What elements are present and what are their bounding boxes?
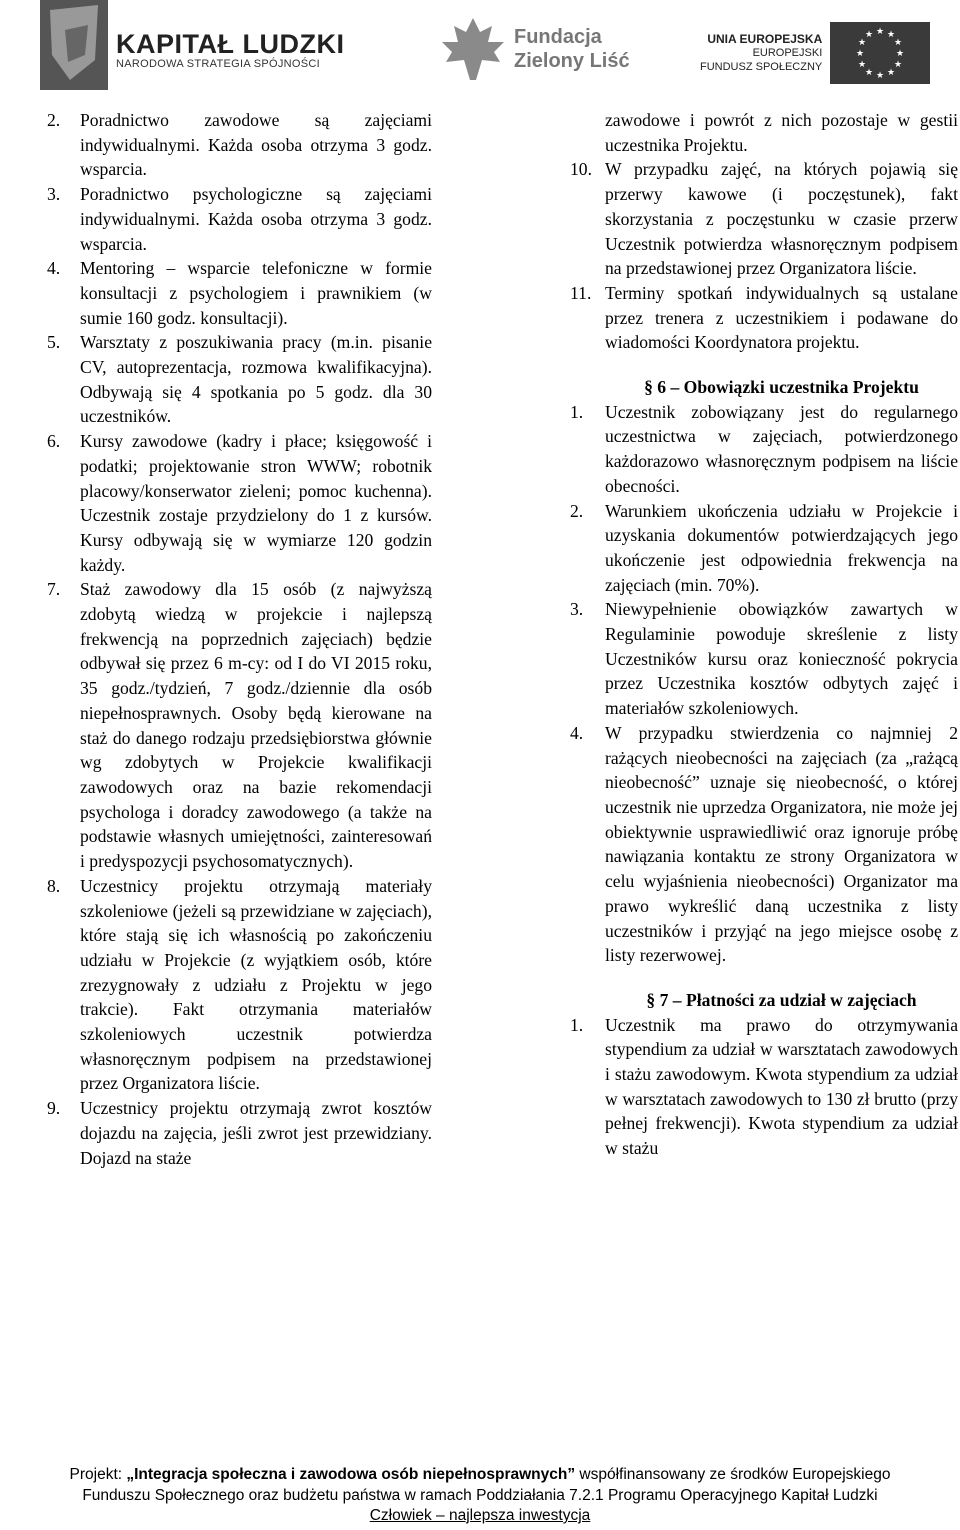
- item-text: Poradnictwo psychologiczne są zajęciami indywidualnymi. Każda osoba otrzyma 3 godz. wsparcia.: [80, 184, 432, 254]
- eu-logo: [700, 22, 930, 84]
- item-number: 2.: [570, 500, 584, 521]
- kapital-ludzki-title: KAPITAŁ LUDZKI: [116, 29, 345, 59]
- kapital-ludzki-emblem-icon: [40, 0, 108, 90]
- ue-line3: FUNDUSZ SPOŁECZNY: [700, 61, 823, 73]
- list-item: [47, 182, 432, 256]
- item-text: Uczestnicy projektu otrzymają materiały szkoleniowe (jeżeli są przewidziane w zajęciach), które stają się ich własnością po zakończeniu udziału w Projekcie (z wyjątkiem osób, które zrezygnowały z udziału z Projektu w jego trakcie). Fakt otrzymania materiałów szkoleniowych uczestnik potwierdza własnoręcznym podpisem na przedstawionej przez Organizatora liście.: [80, 875, 432, 1094]
- list-item: [570, 499, 958, 598]
- item-number: 4.: [570, 722, 584, 743]
- item-text: Poradnictwo zawodowe są zajęciami indywidualnymi. Każda osoba otrzyma 3 godz. wsparcia.: [80, 110, 432, 180]
- svg-text:★: ★: [856, 49, 865, 59]
- zielony-lisc-label: Zielony Liść: [514, 50, 630, 72]
- item-text: Uczestnik zobowiązany jest do regularnego uczestnictwa w zajęciach, potwierdzonego każdorazowo własnoręcznym podpisem na liście obecności.: [605, 401, 958, 496]
- list-item: [47, 108, 432, 182]
- list-item: [570, 597, 958, 721]
- svg-text:★: ★: [894, 60, 903, 70]
- footer-line-1: [0, 1465, 960, 1486]
- footer-project-title: „Integracja społeczna i zawodowa osób niepełnosprawnych”: [126, 1466, 576, 1483]
- list-item: [570, 281, 958, 355]
- item-text: Mentoring – wsparcie telefoniczne w formie konsultacji z psychologiem i prawnikiem (w sumie 160 godz. konsultacji).: [80, 258, 432, 328]
- list-item: [570, 157, 958, 281]
- list-item: [47, 256, 432, 330]
- item-number: 3.: [47, 184, 61, 205]
- svg-text:★: ★: [858, 60, 867, 70]
- continuation-text: zawodowe i powrót z nich pozostaje w gestii uczestnika Projektu.: [605, 110, 958, 155]
- list-item: [570, 400, 958, 499]
- footer-line-2: Funduszu Społecznego oraz budżetu państwa w ramach Poddziałania 7.2.1 Programu Operacyjnego Kapitał Ludzki: [82, 1486, 878, 1504]
- svg-text:★: ★: [876, 71, 885, 81]
- list-item: [47, 874, 432, 1096]
- ue-title: UNIA EUROPEJSKA: [707, 32, 823, 46]
- item-number: 2.: [47, 110, 61, 130]
- item-number: 11.: [570, 282, 592, 303]
- list-item: [570, 721, 958, 968]
- list-item: [47, 577, 432, 873]
- list-item: [47, 1096, 432, 1170]
- footer-slogan: Człowiek – najlepsza inwestycja: [369, 1507, 591, 1524]
- fundacja-label: Fundacja: [514, 26, 602, 48]
- section-6-heading: § 6 – Obowiązki uczestnika Projektu: [644, 377, 919, 398]
- list-item: [47, 429, 432, 577]
- item-number: 8.: [47, 875, 61, 896]
- item-number: 5.: [47, 332, 61, 353]
- item-number: 10.: [570, 159, 592, 180]
- svg-text:★: ★: [887, 30, 896, 40]
- kapital-ludzki-logo: [40, 0, 344, 90]
- item-text: W przypadku zajęć, na których pojawią się przerwy kawowe (i poczęstunek), fakt skorzystania z poczęstunku w czasie przerw Uczestnik potwierdza własnoręcznym podpisem na przedstawionej przez Organizatora liście.: [605, 159, 958, 279]
- eu-flag-icon: [830, 22, 930, 84]
- svg-text:★: ★: [894, 38, 903, 48]
- item-text: Uczestnik ma prawo do otrzymywania stypendium za udział w warsztatach zawodowych i stażu zawodowym. Kwota stypendium za udział w warsztatach zawodowych to 130 zł brutto (przy pełnej frekwencji). Kwota stypendium za udział w stażu: [605, 1014, 958, 1159]
- item-text: Kursy zawodowe (kadry i płace; księgowość i podatki; projektowanie stron WWW; robotnik placowy/konserwator zieleni; pomoc kuchenna). Uczestnik zostaje przydzielony do 1 z kursów. Kursy odbywają się w wymiarze 120 godzin każdy.: [80, 431, 432, 575]
- svg-text:★: ★: [865, 68, 874, 78]
- item-number: 4.: [47, 258, 61, 279]
- svg-text:★: ★: [865, 30, 874, 40]
- item-number: 7.: [47, 579, 61, 600]
- item-number: 3.: [570, 599, 584, 620]
- item-text: Staż zawodowy dla 15 osób (z najwyższą zdobytą wiedzą w projekcie i najlepszą frekwencją na poprzednich zajęciach) będzie odbywał się przez 6 m-cy: od I do VI 2015 roku, 35 godz./tydzień, 7 godz./dziennie dla osób niepełnosprawnych. Osoby będą kierowane na staż do danego rodzaju przedsiębiorstwa głównie wg zdobytych w Projekcie kwalifikacji zawodowych oraz na bazie rekomendacji psychologa i doradcy zawodowego (a także na podstawie własnych umiejętności, zainteresowań i predyspozycji psychosomatycznych).: [80, 579, 432, 872]
- maple-leaf-icon: [440, 18, 506, 80]
- left-column: [47, 108, 432, 1170]
- svg-text:★: ★: [876, 27, 885, 37]
- list-item: [47, 330, 432, 429]
- header-logos: [0, 0, 960, 100]
- svg-text:★: ★: [858, 38, 867, 48]
- list-item: [570, 1013, 958, 1161]
- item-text: W przypadku stwierdzenia co najmniej 2 rażących nieobecności na zajęciach (za „rażącą nieobecność” uznaje się nieobecność, o której uczestnik nie uprzedza Organizatora, nie może jej obiektywnie usprawiedliwić oraz ignoruje próbę nawiązania kontaktu ze strony Organizatora w celu wyjaśnienia nieobecności) Organizator ma prawo wykreślić daną uczestnika z listy uczestników i przyjąć na jego miejsce osobę z listy rezerwowej.: [605, 722, 958, 966]
- item-text: Warsztaty z poszukiwania pracy (m.in. pisanie CV, autoprezentacja, rozmowa kwalifikacyjna). Odbywają się 4 spotkania po 5 godz. dla 30 uczestników.: [80, 332, 432, 427]
- ue-line2: EUROPEJSKI: [752, 47, 823, 59]
- item-text: Terminy spotkań indywidualnych są ustalane przez trenera z uczestnikiem i podawane do wiadomości Koordynatora projektu.: [605, 282, 958, 353]
- item-text: Warunkiem ukończenia udziału w Projekcie i uzyskania dokumentów potwierdzających jego ukończenie jest odpowiednia frekwencja na zajęciach (min. 70%).: [605, 500, 958, 595]
- section-7-heading: § 7 – Płatności za udział w zajęciach: [646, 989, 917, 1010]
- svg-text:★: ★: [887, 68, 896, 78]
- footer-line-1-suffix: współfinansowany ze środków Europejskiego: [575, 1466, 891, 1483]
- item-number: 1.: [570, 401, 584, 422]
- page-footer: [0, 1465, 960, 1527]
- svg-text:★: ★: [896, 49, 905, 59]
- item-text: Niewypełnienie obowiązków zawartych w Regulaminie powoduje skreślenie z listy Uczestników kursu oraz konieczność pokrycia przez Uczestnika kosztów odbytych zajęć i materiałów szkoleniowych.: [605, 599, 958, 719]
- kapital-ludzki-subtitle: NARODOWA STRATEGIA SPÓJNOŚCI: [116, 58, 320, 70]
- item-number: 6.: [47, 431, 61, 452]
- item-number: 1.: [570, 1014, 584, 1035]
- right-column: [570, 108, 958, 1161]
- item-text: Uczestnicy projektu otrzymają zwrot kosztów dojazdu na zajęcia, jeśli zwrot jest przewidziany. Dojazd na staże: [80, 1098, 432, 1168]
- footer-project-prefix: Projekt:: [69, 1466, 127, 1483]
- item-number: 9.: [47, 1098, 61, 1119]
- fundacja-zielony-lisc-logo: [440, 18, 630, 80]
